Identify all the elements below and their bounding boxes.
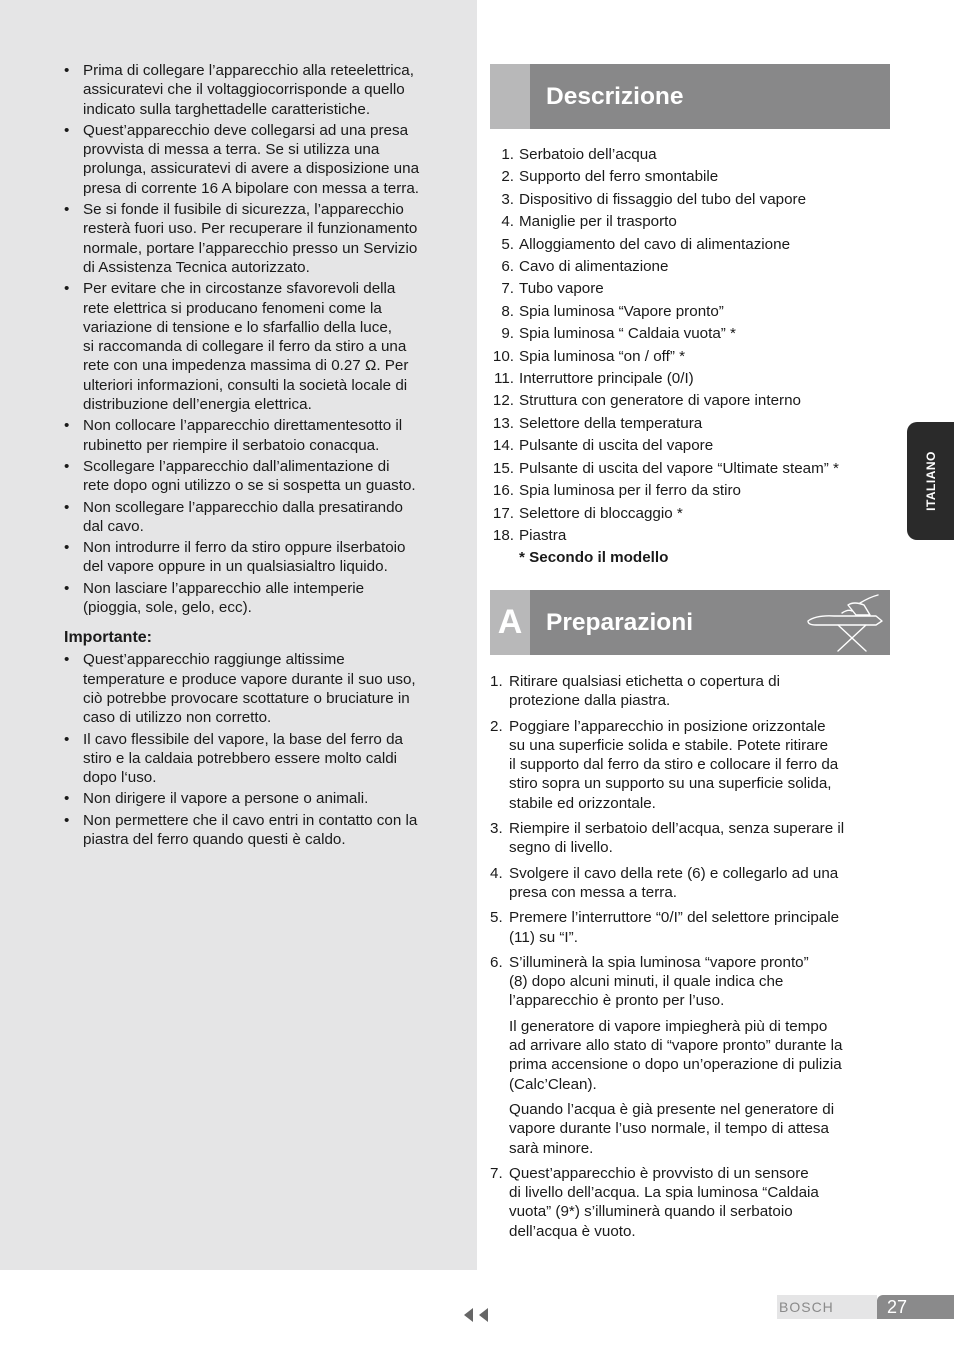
list-item — [490, 413, 890, 435]
rewind-icon[interactable] — [462, 1307, 492, 1323]
item-number: 1. — [501, 146, 514, 163]
list-item — [490, 390, 890, 412]
list-item — [490, 480, 890, 502]
item-text: Pulsante di uscita del vapore — [519, 437, 714, 455]
language-tab-label: ITALIANO — [923, 451, 938, 511]
list-item — [490, 301, 890, 323]
preparazioni-title: Preparazioni — [546, 609, 694, 636]
list-item: • Quest’apparecchio deve collegarsi ad una presa provvista di messa a terra. Se si utilizza una prolunga, assicuratevi di avere a disposizione una presa di corrente 16 A bipolare con messa a terra. — [64, 121, 464, 198]
list-item — [490, 503, 890, 525]
list-item — [490, 864, 890, 903]
list-item — [490, 717, 890, 813]
item-paragraph: Premere l’interruttore “0/I” del selettore principale (11) su “I”. — [509, 909, 840, 946]
model-note: * Secondo il modello — [519, 549, 669, 567]
list-item — [490, 435, 890, 457]
language-tab[interactable] — [907, 422, 954, 540]
item-paragraph: Riempire il serbatoio dell’acqua, senza superare il segno di livello. — [509, 820, 845, 857]
item-paragraph: S’illuminerà la spia luminosa “vapore pronto” (8) dopo alcuni minuti, il quale indica che l’apparecchio è pronto per l’uso. — [509, 953, 809, 1010]
list-item — [490, 953, 890, 1158]
item-paragraph: Quest’apparecchio è provvisto di un sensore di livello dell’acqua. La spia luminosa “Caldaia vuota” (9*) s’illuminerà quando il serbatoio dell’acqua è vuoto. — [509, 1164, 819, 1240]
item-text: Maniglie per il trasporto — [519, 213, 677, 231]
list-item — [490, 368, 890, 390]
list-item — [490, 256, 890, 278]
list-item: • Non dirigere il vapore a persone o animali. — [64, 789, 464, 808]
item-number: 12. — [492, 392, 514, 410]
item-number: 16. — [492, 482, 514, 500]
descrizione-list — [490, 144, 890, 570]
descrizione-header — [490, 64, 890, 129]
item-number: 1. — [490, 673, 503, 690]
item-number: 2. — [490, 717, 503, 735]
item-text: Spia luminosa per il ferro da stiro — [519, 482, 742, 500]
item-number: 5. — [501, 235, 514, 253]
list-item — [490, 346, 890, 368]
list-item — [490, 819, 890, 858]
item-number: 3. — [490, 820, 503, 838]
important-list — [64, 650, 464, 849]
safety-list — [64, 61, 464, 617]
list-item — [490, 672, 890, 711]
list-item: • Non scollegare l’apparecchio dalla presatirando dal cavo. — [64, 498, 464, 537]
item-text: Selettore di bloccaggio * — [519, 504, 683, 522]
list-item — [490, 189, 890, 211]
list-item: • Quest’apparecchio raggiunge altissime temperature e produce vapore durante il suo uso, ciò potrebbe provocare scottature o bruciature in caso di utilizzo non corretto. — [64, 650, 464, 727]
item-body — [509, 1164, 890, 1241]
item-body — [509, 819, 890, 858]
item-number: 6. — [501, 258, 514, 276]
brand-label: BOSCH — [777, 1295, 877, 1319]
item-number: 15. — [492, 459, 514, 477]
list-item — [490, 211, 890, 233]
item-text: Serbatoio dell’acqua — [519, 146, 657, 163]
item-text: Tubo vapore — [519, 280, 604, 298]
ironing-board-icon — [804, 593, 886, 653]
list-item: • Per evitare che in circostanze sfavorevoli della rete elettrica si producano fenomeni come la variazione di tensione e lo sfarfallio della luce, si raccomanda di collegare il ferro da stiro a una rete con una impedenza massima di 0.27 Ω. Per ulteriori informazioni, consulti la società locale di distribuzione dell’energia elettrica. — [64, 279, 464, 414]
item-text: Cavo di alimentazione — [519, 258, 669, 276]
item-text: Piastra — [519, 526, 567, 544]
item-number: 9. — [501, 325, 514, 343]
item-body — [509, 908, 890, 947]
list-item: • Non permettere che il cavo entri in contatto con la piastra del ferro quando questi è caldo. — [64, 811, 464, 850]
item-number: 10. — [492, 347, 514, 365]
section-letter: A — [497, 603, 523, 641]
item-body — [509, 672, 890, 711]
item-text: Struttura con generatore di vapore interno — [519, 392, 801, 410]
preparazioni-list — [490, 672, 890, 1247]
item-paragraph: Svolgere il cavo della rete (6) e collegarlo ad una presa con messa a terra. — [509, 864, 839, 901]
list-item — [490, 278, 890, 300]
item-text: Spia luminosa “Vapore pronto” — [519, 302, 724, 320]
list-item: • Prima di collegare l’apparecchio alla reteelettrica, assicuratevi che il voltaggiocorrisponde a quello indicato sulla targhettadelle caratteristiche. — [64, 61, 464, 119]
list-item: • Non introdurre il ferro da stiro oppure ilserbatoio del vapore oppure in un qualsiasialtro liquido. — [64, 538, 464, 577]
item-text: Dispositivo di fissaggio del tubo del vapore — [519, 190, 807, 208]
item-paragraph: Quando l’acqua è già presente nel generatore di vapore durante l’uso normale, il tempo di attesa sarà minore. — [509, 1100, 835, 1157]
item-paragraph: Poggiare l’apparecchio in posizione orizzontale su una superficie solida e stabile. Potete ritirare il supporto dal ferro da stiro e collocare il ferro da stiro sopra un supporto su una superficie solida, stabile ed orizzontale. — [509, 717, 839, 812]
item-text: Interruttore principale (0/I) — [519, 370, 694, 388]
list-item: • Non lasciare l’apparecchio alle intemperie (pioggia, sole, gelo, ecc). — [64, 579, 464, 618]
item-text: Supporto del ferro smontabile — [519, 168, 719, 186]
item-paragraph: Il generatore di vapore impiegherà più di tempo ad arrivare allo stato di “vapore pronto” durante la prima accensione o dopo un’operazione di pulizia (Calc’Clean). — [509, 1017, 843, 1093]
item-number: 7. — [501, 280, 514, 298]
item-number: 5. — [490, 909, 503, 927]
item-text: Selettore della temperatura — [519, 414, 703, 432]
list-item — [490, 234, 890, 256]
page-number: 27 — [877, 1295, 954, 1319]
list-item: • Scollegare l’apparecchio dall’alimentazione di rete dopo ogni utilizzo o se si sospetta un guasto. — [64, 457, 464, 496]
item-number: 17. — [492, 504, 514, 522]
list-item — [490, 166, 890, 188]
safety-section — [64, 61, 464, 851]
header-box — [490, 64, 530, 129]
list-item — [490, 144, 890, 166]
list-item — [490, 908, 890, 947]
item-body — [509, 864, 890, 903]
list-item: • Il cavo flessibile del vapore, la base del ferro da stiro e la caldaia potrebbero essere molto caldi dopo l‘uso. — [64, 730, 464, 788]
item-text: Spia luminosa “on / off” * — [519, 347, 686, 365]
list-item — [490, 458, 890, 480]
item-number: 13. — [492, 414, 514, 432]
important-heading: Importante: — [64, 629, 152, 647]
item-number: 11. — [494, 370, 514, 388]
item-number: 2. — [501, 168, 514, 186]
descrizione-title: Descrizione — [546, 83, 684, 110]
item-number: 7. — [490, 1164, 503, 1182]
item-number: 14. — [492, 437, 514, 455]
preparazioni-header — [490, 590, 890, 655]
item-number: 6. — [490, 953, 503, 971]
item-number: 3. — [501, 190, 514, 208]
item-paragraph: Ritirare qualsiasi etichetta o copertura di protezione dalla piastra. — [509, 673, 780, 710]
item-number: 4. — [490, 864, 503, 882]
item-number: 18. — [492, 526, 514, 544]
item-body — [509, 717, 890, 813]
item-text: Spia luminosa “ Caldaia vuota” * — [519, 325, 736, 343]
item-text: Alloggiamento del cavo di alimentazione — [519, 235, 791, 253]
list-item — [490, 1164, 890, 1241]
item-number: 4. — [501, 213, 514, 231]
list-item — [490, 323, 890, 345]
list-item: • Se si fonde il fusibile di sicurezza, l’apparecchio resterà fuori uso. Per recuperare il funzionamento normale, portare l’apparecchio presso un Servizio di Assistenza Tecnica autorizzato. — [64, 200, 464, 277]
item-body — [509, 953, 890, 1158]
item-text: Pulsante di uscita del vapore “Ultimate steam” * — [519, 459, 839, 477]
list-item: • Non collocare l’apparecchio direttamentesotto il rubinetto per riempire il serbatoio conacqua. — [64, 416, 464, 455]
list-item — [490, 525, 890, 547]
item-number: 8. — [501, 302, 514, 320]
